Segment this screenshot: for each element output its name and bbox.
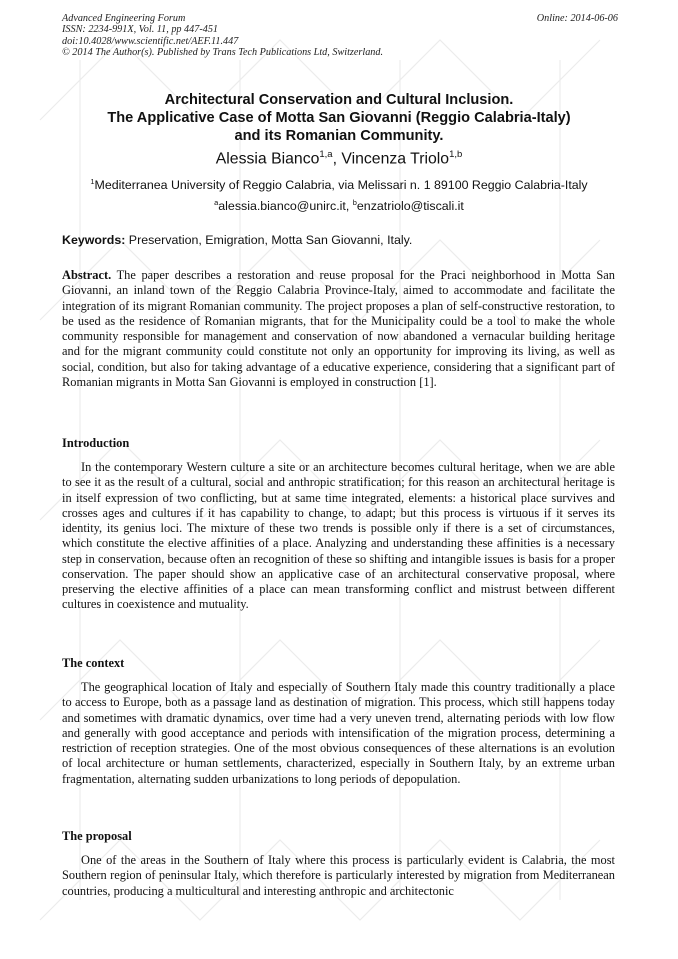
proposal-heading: The proposal [62, 829, 132, 843]
affiliation [62, 177, 616, 192]
affiliation-text: Mediterranea University of Reggio Calabria, via Melissari n. 1 89100 Reggio Calabria-Italy [94, 178, 588, 193]
copyright-notice: © 2014 The Author(s). Published by Trans Tech Publications Ltd, Switzerland. [62, 46, 384, 58]
abstract-label: Abstract. [62, 268, 112, 282]
keywords [62, 233, 616, 247]
author-2: Vincenza Triolo [341, 150, 450, 168]
context-heading: The context [62, 656, 125, 670]
introduction-heading: Introduction [62, 436, 130, 450]
journal-doi: doi:10.4028/www.scientific.net/AEF.11.447 [62, 35, 239, 47]
keywords-text: Preservation, Emigration, Motta San Giovanni, Italy. [125, 233, 413, 247]
context-text: The geographical location of Italy and especially of Southern Italy made this country traditionally a place to access to Europe, both as a passage land as destination of migration. This process, which still happens today and sometimes with dramatic dynamics, over time had a very uneven trend, alternating periods with low flow and generally with good acceptance and periods with intensification of the migration process, determining a restriction of reception strategies. One of the most obvious consequences of these alternations is an evolution of local architecture or human settlements, characterized, especially in Southern Italy, by an extreme urban fragmentation, alternating sudden urbanizations to long periods of depopulation. [62, 680, 615, 786]
author-list [62, 149, 616, 168]
paper-title [62, 91, 616, 145]
email-b: enzatriolo@tiscali.it [356, 199, 464, 214]
title-line-1: Architectural Conservation and Cultural Inclusion. [164, 92, 514, 108]
keywords-label: Keywords: [62, 233, 126, 247]
affiliation-mark: 1 [90, 177, 95, 186]
proposal-text: One of the areas in the Southern of Italy where this process is particularly evident is Calabria, the most Southern region of peninsular Italy, which therefore is particularly interested by migration from Mediterranean countries, producing a multicultural and interesting anthropic and architectonic [62, 853, 615, 898]
email-a: alessia.bianco@unirc.it, [218, 199, 353, 214]
email-b-mark: b [352, 198, 357, 207]
abstract [62, 268, 615, 390]
introduction-text: In the contemporary Western culture a site or an architecture becomes cultural heritage, when we are able to see it as the result of a cultural, social and anthropic stratification; for this reason an architectural heritage is in itself expression of two conflicting, but at same time integrated, elements: a historical place survives and crosses ages and cultures if it has capability to change, to adapt; but this process is virtuous if it serves its identity, its genius loci. The mixture of these two trends is possible only if there is a set of circumstances, which constitute the elective affinities of a place. Analyzing and understanding these affinities is a necessary step in conservation, because often an recognition of these so shifting and intangible issues is basis for a proper conservation. The paper should show an applicative case of an architectural conservative proposal, where preserving the elective affinities of a place can mean transforming conflict and mistrust between different cultures in coexistence and mutuality. [62, 460, 615, 612]
journal-issn: ISSN: 2234-991X, Vol. 11, pp 447-451 [62, 24, 219, 36]
email-a-mark: a [214, 198, 219, 207]
title-line-3: and its Romanian Community. [234, 128, 444, 144]
journal-name: Advanced Engineering Forum [62, 13, 186, 24]
author-emails [62, 198, 616, 213]
online-date: Online: 2014-06-06 [536, 13, 618, 24]
author-separator: , [332, 150, 342, 168]
title-line-2: The Applicative Case of Motta San Giovanni (Reggio Calabria-Italy) [107, 110, 571, 126]
abstract-text: The paper describes a restoration and reuse proposal for the Praci neighborhood in Motta San Giovanni, an inland town of the Reggio Calabria Province-Italy, aimed to accommodate and facilitate the integration of its migrant Romanian community. The project proposes a plan of self-constructive restoration, to be used as the residence of Romanian migrants, that for the Municipality could be a tool to make the whole community responsible for management and conservation of now abandoned a vernacular building heritage and for the migrant community could constitute not only an opportunity for improving its living, as well as social, condition, but also for taking advantage of a educative experience, considering that a significant part of Romanian migrants in Motta San Giovanni is employed in construction [1]. [62, 268, 615, 389]
author-1-affiliation-mark: 1,a [319, 149, 333, 160]
author-2-affiliation-mark: 1,b [449, 149, 463, 160]
journal-header [62, 13, 618, 58]
author-1: Alessia Bianco [215, 150, 320, 168]
